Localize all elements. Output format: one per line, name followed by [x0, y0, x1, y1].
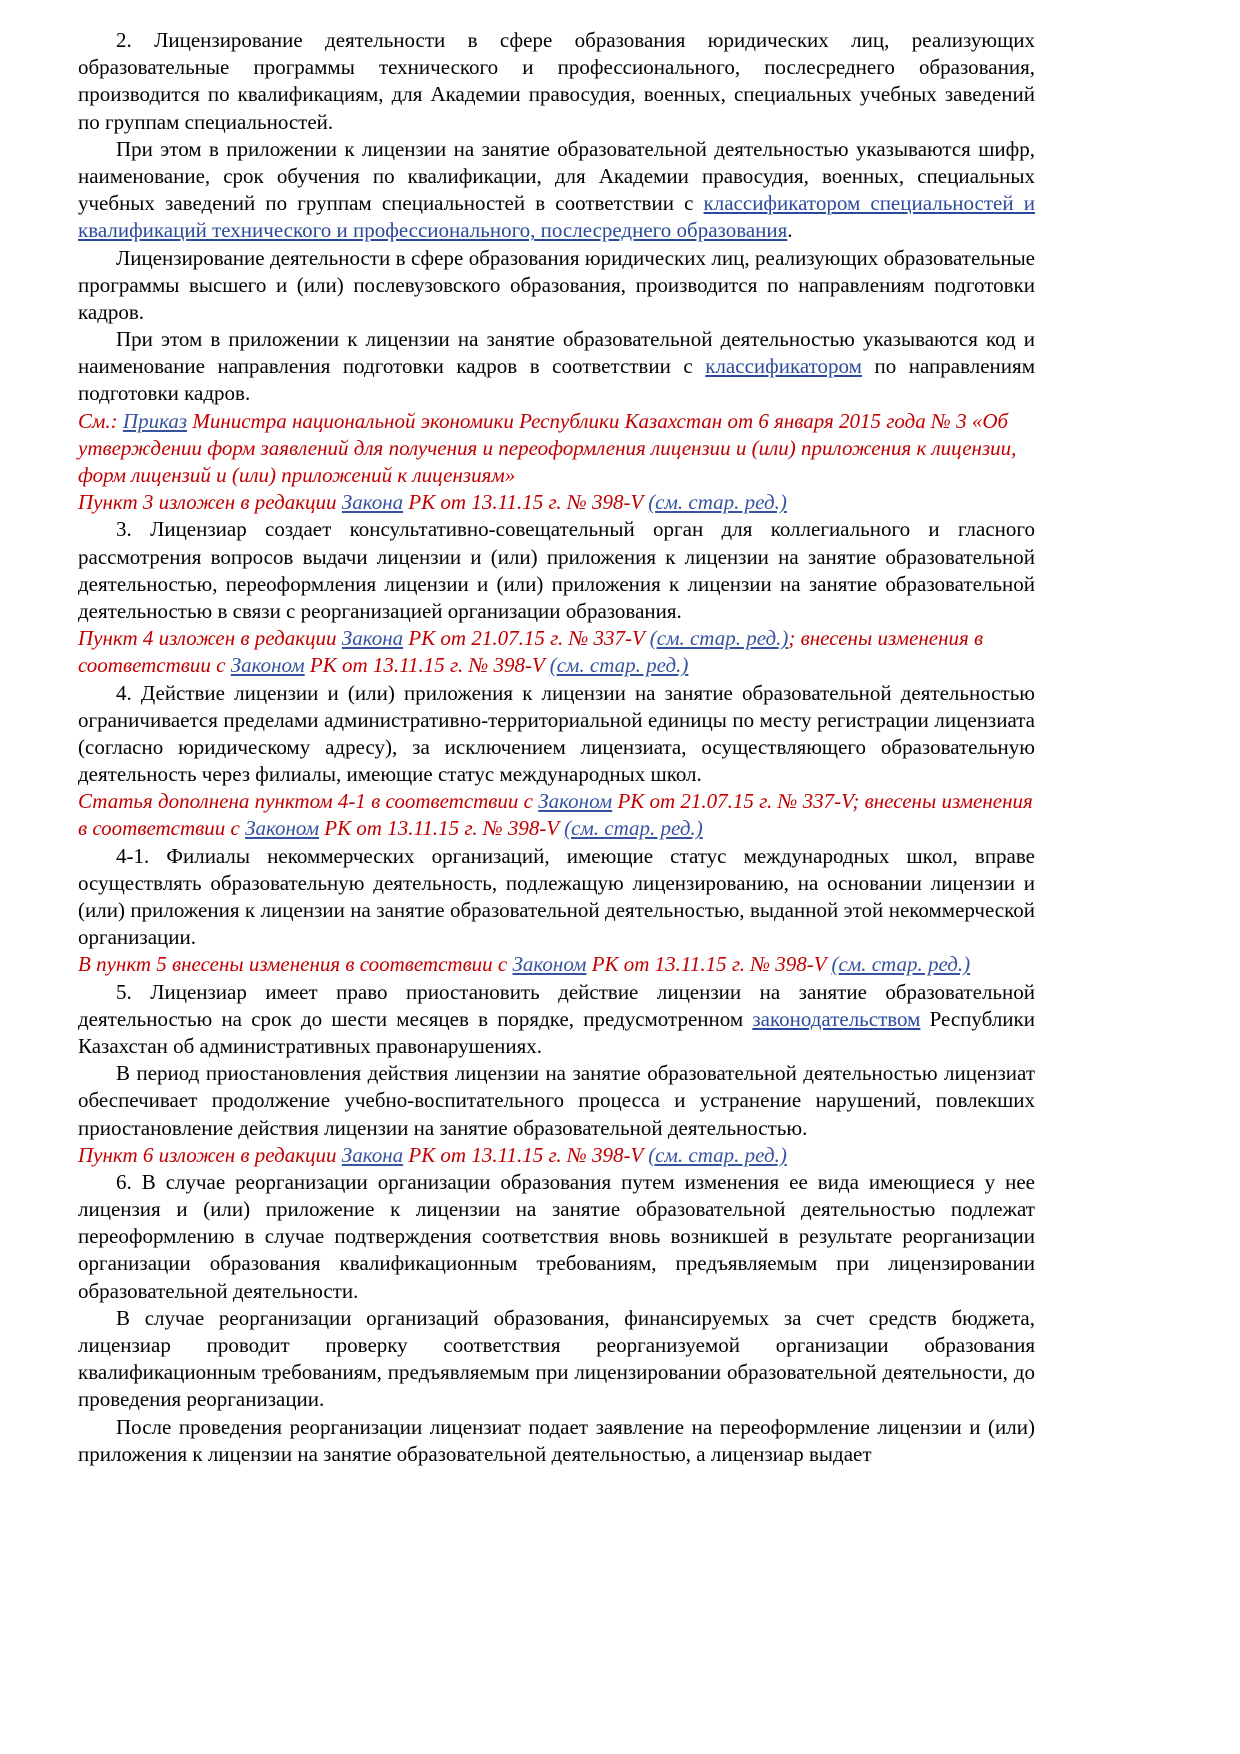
text-run: РК от 21.07.15 г. № 337-V — [403, 626, 650, 651]
text-run: 4. Действие лицензии и (или) приложения к лицензии на занятие образовательной деятельностью ограничивается пределами административно-территориальной единицы по месту регистрации лицензиата (согласно юридическому адресу), за исключением лицензиата, осуществляющего образовательную деятельность через филиалы, имеющие статус международных школ. — [78, 680, 1035, 787]
inline-link[interactable]: (см. стар. ред.) — [549, 653, 689, 678]
body-paragraph — [78, 680, 1035, 789]
text-run: по направлениям подготовки кадров. — [78, 354, 1035, 406]
body-paragraph — [78, 245, 1035, 327]
text-run: См.: — [78, 408, 123, 433]
body-paragraph — [78, 843, 1035, 952]
text-run: В период приостановления действия лицензии на занятие образовательной деятельностью лицензиат обеспечивает продолжение учебно-воспитательного процесса и устранение нарушений, повлекших приостановление действия лицензии на занятие образовательной деятельностью. — [78, 1061, 1035, 1140]
inline-link[interactable]: (см. стар. ред.) — [564, 816, 703, 841]
body-paragraph — [78, 27, 1035, 136]
text-run: 6. В случае реорганизации организации образования путем изменения ее вида имеющиеся у нее лицензия и (или) приложение к лицензии на занятие образовательной деятельностью подлежат переоформлению в случае подтверждения соответствия вновь возникшей в результате реорганизации организации образования квалификационным требованиям, предъявляемым при лицензировании образовательной деятельности. — [78, 1169, 1035, 1303]
text-run: РК от 13.11.15 г. № 398-V — [304, 653, 550, 678]
text-run: 4-1. Филиалы некоммерческих организаций, имеющие статус международных школ, вправе осуществлять образовательную деятельность, подлежащую лицензированию, на основании лицензии и (или) приложения к лицензии на занятие образовательной деятельностью, выданной этой некоммерческой организации. — [78, 843, 1035, 950]
note-paragraph — [78, 788, 1035, 842]
text-run: . — [787, 218, 793, 243]
body-paragraph — [78, 1305, 1035, 1414]
body-paragraph — [78, 1060, 1035, 1142]
inline-link[interactable]: (см. стар. ред.) — [649, 626, 789, 651]
text-run: В пункт 5 внесены изменения в соответствии с — [78, 952, 513, 977]
inline-link[interactable]: законодательством — [752, 1006, 921, 1031]
text-run: После проведения реорганизации лицензиат подает заявление на переоформление лицензии и (или) приложения к лицензии на занятие образовательной деятельностью, а лицензиар выдает — [78, 1414, 1035, 1466]
body-paragraph — [78, 979, 1035, 1061]
body-paragraph — [78, 136, 1035, 245]
text-run: 5. Лицензиар имеет право приостановить действие лицензии на занятие образовательной деятельностью на срок до шести месяцев в порядке, предусмотренном — [78, 979, 1035, 1031]
note-paragraph — [78, 1142, 1035, 1169]
text-run: Министра национальной экономики Республики Казахстан от 6 января 2015 года № 3 «Об утверждении форм заявлений для получения и переоформления лицензии и (или) приложения к лицензии, форм лицензий и (или) приложений к лицензиям» — [78, 408, 1017, 487]
text-run: ; внесены изменения в соответствии с — [78, 626, 984, 678]
body-paragraph — [78, 516, 1035, 625]
text-run: Пункт 3 изложен в редакции — [78, 490, 342, 515]
inline-link[interactable]: (см. стар. ред.) — [648, 490, 787, 515]
inline-link[interactable]: Законом — [512, 952, 587, 977]
text-run: РК от 13.11.15 г. № 398-V — [403, 1142, 649, 1167]
body-paragraph — [78, 326, 1035, 408]
inline-link[interactable]: (см. стар. ред.) — [648, 1142, 787, 1167]
text-run: РК от 21.07.15 г. № 337-V; внесены изменения в соответствии с — [78, 789, 1033, 841]
text-run: 3. Лицензиар создает консультативно-совещательный орган для коллегиального и гласного рассмотрения вопросов выдачи лицензии и (или) приложения к лицензии на занятие образовательной деятельностью, переоформления лицензии и (или) приложения к лицензии на занятие образовательной деятельностью в связи с реорганизацией организации образования. — [78, 517, 1035, 623]
inline-link[interactable]: Закона — [341, 490, 404, 515]
inline-link[interactable]: Законом — [245, 816, 320, 841]
inline-link[interactable]: классификатором специальностей и квалификаций технического и профессионального, послесреднего образования — [78, 191, 1035, 243]
text-run: Пункт 4 изложен в редакции — [78, 626, 342, 651]
text-run: Статья дополнена пунктом 4-1 в соответствии с — [78, 789, 539, 814]
text-run: 2. Лицензирование деятельности в сфере образования юридических лиц, реализующих образовательные программы технического и профессионального, послесреднего образования, производится по квалификациям, для Академии правосудия, военных, специальных учебных заведений по группам специальностей. — [78, 28, 1035, 134]
text-run: При этом в приложении к лицензии на занятие образовательной деятельностью указываются код и наименование направления подготовки кадров в соответствии с — [78, 327, 1035, 379]
note-paragraph — [78, 408, 1035, 490]
inline-link[interactable]: Закона — [341, 1142, 404, 1167]
text-run: Лицензирование деятельности в сфере образования юридических лиц, реализующих образовательные программы высшего и (или) послевузовского образования, производится по направлениям подготовки кадров. — [78, 245, 1035, 324]
body-paragraph — [78, 1414, 1035, 1468]
inline-link[interactable]: Законом — [538, 789, 613, 814]
text-run: РК от 13.11.15 г. № 398-V — [319, 816, 565, 841]
inline-link[interactable]: классификатором — [705, 354, 862, 379]
text-run: РК от 13.11.15 г. № 398-V — [403, 490, 649, 515]
inline-link[interactable]: Закона — [341, 626, 404, 651]
text-run: В случае реорганизации организаций образования, финансируемых за счет средств бюджета, лицензиар проводит проверку соответствия реорганизуемой организации образования квалификационным требованиям, предъявляемым при лицензировании образовательной деятельности, до проведения реорганизации. — [78, 1305, 1035, 1412]
inline-link[interactable]: (см. стар. ред.) — [831, 952, 971, 977]
text-run: РК от 13.11.15 г. № 398-V — [586, 952, 832, 977]
text-run: Пункт 6 изложен в редакции — [78, 1142, 342, 1167]
body-paragraph — [78, 1169, 1035, 1305]
note-paragraph — [78, 489, 1035, 516]
text-run: Республики Казахстан об административных правонарушениях. — [78, 1006, 1035, 1058]
inline-link[interactable]: Приказ — [122, 408, 188, 433]
note-paragraph — [78, 625, 1035, 679]
inline-link[interactable]: Законом — [230, 653, 305, 678]
note-paragraph — [78, 951, 1035, 978]
document-body — [78, 27, 1035, 1468]
text-run: При этом в приложении к лицензии на занятие образовательной деятельностью указываются шифр, наименование, срок обучения по квалификации, для Академии правосудия, военных, специальных учебных заведений по группам специальностей в соответствии с — [78, 136, 1035, 216]
